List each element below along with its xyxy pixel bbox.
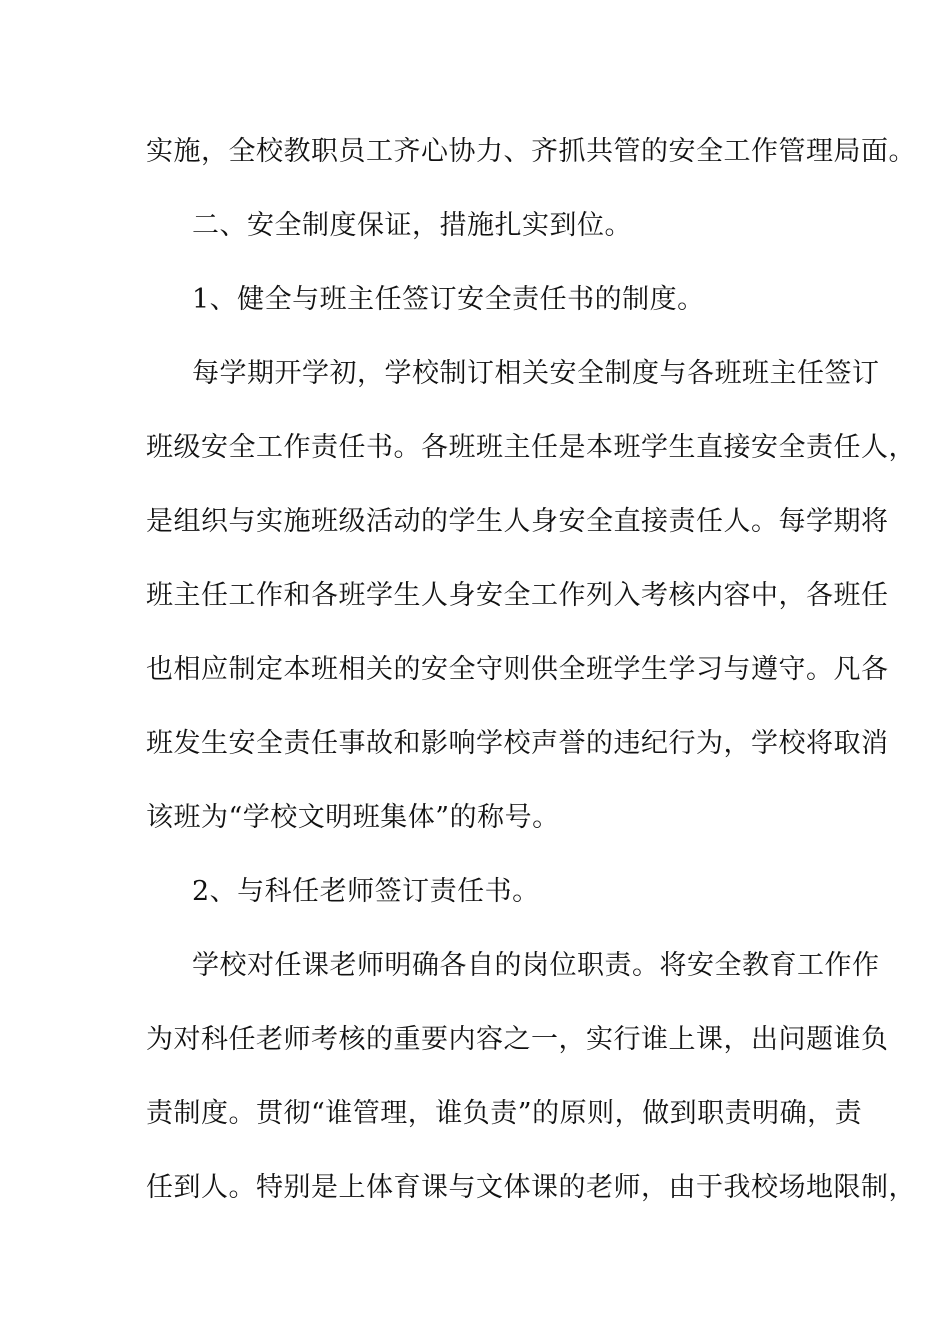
text-line: 班发生安全责任事故和影响学校声誉的违纪行为，学校将取消 — [146, 728, 889, 759]
text-line: 责制度。贯彻“谁管理，谁负责”的原则，做到职责明确，责 — [146, 1098, 863, 1129]
text-line: 也相应制定本班相关的安全守则供全班学生学习与遵守。凡各 — [146, 654, 889, 685]
text-line: 是组织与实施班级活动的学生人身安全直接责任人。每学期将 — [146, 506, 889, 537]
subsection-heading: 1、健全与班主任签订安全责任书的制度。 — [192, 284, 705, 315]
text-line: 实施，全校教职员工齐心协力、齐抓共管的安全工作管理局面。 — [146, 136, 916, 167]
text-line: 每学期开学初，学校制订相关安全制度与各班班主任签订 — [192, 358, 880, 389]
subsection-heading: 2、与科任老师签订责任书。 — [192, 876, 540, 907]
text-line: 任到人。特别是上体育课与文体课的老师，由于我校场地限制， — [146, 1172, 916, 1203]
section-heading: 二、安全制度保证，措施扎实到位。 — [192, 210, 632, 241]
text-line: 学校对任课老师明确各自的岗位职责。将安全教育工作作 — [192, 950, 880, 981]
text-line: 班主任工作和各班学生人身安全工作列入考核内容中，各班任 — [146, 580, 889, 611]
text-line: 为对科任老师考核的重要内容之一，实行谁上课，出问题谁负 — [146, 1024, 889, 1055]
text-line: 班级安全工作责任书。各班班主任是本班学生直接安全责任人， — [146, 432, 916, 463]
text-line: 该班为“学校文明班集体”的称号。 — [146, 802, 560, 833]
